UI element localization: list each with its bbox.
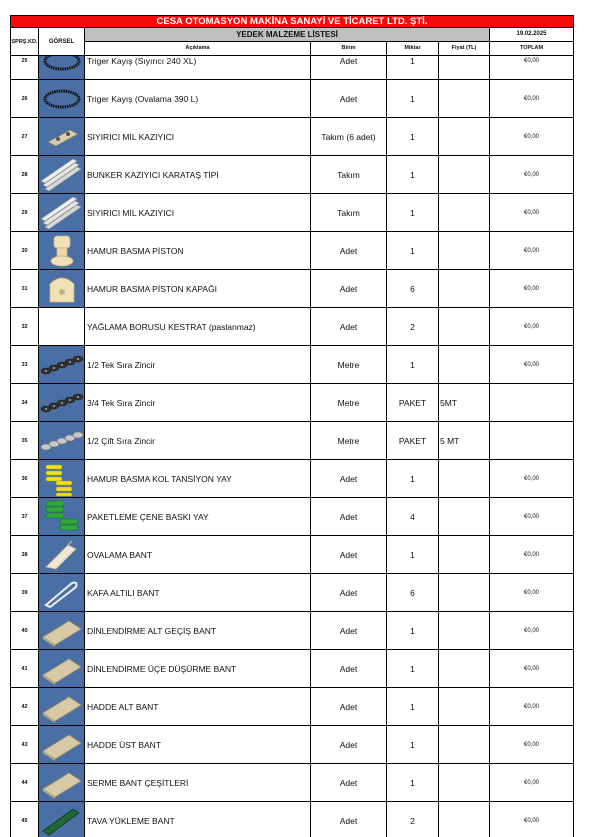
part-unit: Adet: [310, 308, 386, 346]
part-image: [38, 764, 84, 802]
part-description: Triger Kayış (Sıyırıcı 240 XL): [84, 42, 310, 80]
scraper-blades-icon: [41, 197, 83, 229]
part-total: €0,00: [489, 194, 574, 232]
part-total: €0,00: [489, 498, 574, 536]
table-row: [10, 498, 574, 536]
part-quantity: 1: [386, 688, 438, 726]
part-code: 26: [10, 80, 38, 118]
table-row: [10, 346, 574, 384]
column-header-unit: Birim: [310, 42, 386, 56]
table-row: [10, 574, 574, 612]
belt-strip-icon: [42, 577, 82, 609]
part-description: DİNLENDİRME ÜÇE DÜŞÜRME BANT: [84, 650, 310, 688]
part-quantity: 1: [386, 764, 438, 802]
part-price: [438, 80, 489, 118]
table-row: [10, 194, 574, 232]
part-unit: Adet: [310, 270, 386, 308]
table-row: [10, 802, 574, 837]
part-quantity: 1: [386, 80, 438, 118]
part-price: [438, 536, 489, 574]
part-total: €0,00: [489, 536, 574, 574]
part-total: €0,00: [489, 156, 574, 194]
part-price: 5MT: [438, 384, 489, 422]
part-quantity: 4: [386, 498, 438, 536]
part-total: €0,00: [489, 232, 574, 270]
chain-dark-icon: [40, 353, 84, 377]
part-quantity: PAKET: [386, 384, 438, 422]
part-price: [438, 802, 489, 837]
piston-icon: [44, 234, 80, 268]
part-quantity: 1: [386, 726, 438, 764]
part-image: [38, 232, 84, 270]
part-unit: Adet: [310, 726, 386, 764]
part-unit: Adet: [310, 688, 386, 726]
part-description: 3/4 Tek Sıra Zincir: [84, 384, 310, 422]
scraper-blades-icon: [41, 159, 83, 191]
part-description: SERME BANT ÇEŞİTLERİ: [84, 764, 310, 802]
part-image: [38, 270, 84, 308]
part-total: €0,00: [489, 80, 574, 118]
table-row: [10, 118, 574, 156]
part-quantity: 1: [386, 118, 438, 156]
part-unit: Adet: [310, 574, 386, 612]
part-quantity: 1: [386, 650, 438, 688]
part-price: [438, 688, 489, 726]
part-code: 34: [10, 384, 38, 422]
part-total: €0,00: [489, 346, 574, 384]
part-unit: Takım: [310, 194, 386, 232]
part-total: €0,00: [489, 650, 574, 688]
belt-sheet-icon: [41, 691, 83, 723]
part-description: HAMUR BASMA PİSTON KAPAĞI: [84, 270, 310, 308]
part-price: [438, 194, 489, 232]
part-unit: Takım: [310, 156, 386, 194]
chain-dark-icon: [40, 391, 84, 415]
chain-silver-icon: [40, 429, 84, 453]
part-code: 25: [10, 42, 38, 80]
part-unit: Adet: [310, 802, 386, 837]
part-price: [438, 270, 489, 308]
belt-green-icon: [41, 805, 83, 837]
table-row: [10, 536, 574, 574]
part-description: BUNKER KAZIYICI KARATAŞ TİPİ: [84, 156, 310, 194]
part-unit: Adet: [310, 80, 386, 118]
table-row: [10, 726, 574, 764]
table-row: [10, 232, 574, 270]
part-description: HADDE ÜST BANT: [84, 726, 310, 764]
part-price: [438, 612, 489, 650]
part-unit: Metre: [310, 346, 386, 384]
part-description: SIYIRICI MİL KAZIYICI: [84, 194, 310, 232]
part-code: 32: [10, 308, 38, 346]
part-description: HAMUR BASMA KOL TANSİYON YAY: [84, 460, 310, 498]
column-header-quantity: Miktar: [386, 42, 438, 56]
part-total: €0,00: [489, 460, 574, 498]
part-unit: Adet: [310, 650, 386, 688]
part-code: 42: [10, 688, 38, 726]
part-quantity: 6: [386, 574, 438, 612]
part-image: [38, 80, 84, 118]
part-total: [489, 384, 574, 422]
part-total: €0,00: [489, 308, 574, 346]
part-code: 38: [10, 536, 38, 574]
part-image: [38, 536, 84, 574]
part-description: HADDE ALT BANT: [84, 688, 310, 726]
belt-sheet-icon: [41, 767, 83, 799]
column-header-image: GÖRSEL: [38, 28, 84, 56]
part-unit: Takım (6 adet): [310, 118, 386, 156]
table-row: [10, 460, 574, 498]
part-quantity: 1: [386, 194, 438, 232]
part-image: [38, 308, 84, 346]
part-quantity: 1: [386, 156, 438, 194]
part-code: 35: [10, 422, 38, 460]
part-price: [438, 460, 489, 498]
part-code: 45: [10, 802, 38, 837]
part-image: [38, 688, 84, 726]
part-unit: Metre: [310, 384, 386, 422]
part-unit: Adet: [310, 764, 386, 802]
part-price: 5 MT: [438, 422, 489, 460]
table-row: [10, 80, 574, 118]
column-header-price: Fiyat (TL): [438, 42, 489, 56]
part-image: [38, 726, 84, 764]
part-quantity: 2: [386, 802, 438, 837]
part-quantity: 1: [386, 612, 438, 650]
part-quantity: 2: [386, 308, 438, 346]
part-image: [38, 194, 84, 232]
part-description: 1/2 Tek Sıra Zincir: [84, 346, 310, 384]
part-total: €0,00: [489, 688, 574, 726]
table-row: [10, 270, 574, 308]
part-code: 36: [10, 460, 38, 498]
table-row: [10, 308, 574, 346]
belt-sheet-icon: [41, 729, 83, 761]
part-quantity: 1: [386, 346, 438, 384]
part-description: TAVA YÜKLEME BANT: [84, 802, 310, 837]
part-total: €0,00: [489, 726, 574, 764]
conveyor-belt-icon: [42, 539, 82, 571]
part-code: 41: [10, 650, 38, 688]
part-total: €0,00: [489, 118, 574, 156]
part-quantity: PAKET: [386, 422, 438, 460]
part-code: 44: [10, 764, 38, 802]
table-row: [10, 422, 574, 460]
part-total: €0,00: [489, 574, 574, 612]
part-price: [438, 346, 489, 384]
part-image: [38, 118, 84, 156]
part-image: [38, 156, 84, 194]
part-image: [38, 422, 84, 460]
part-code: 43: [10, 726, 38, 764]
part-description: HAMUR BASMA PİSTON: [84, 232, 310, 270]
part-price: [438, 764, 489, 802]
part-description: SIYIRICI MİL KAZIYICI: [84, 118, 310, 156]
spring-green-icon: [42, 499, 82, 535]
part-total: €0,00: [489, 612, 574, 650]
table-row: [10, 688, 574, 726]
part-total: €0,00: [489, 764, 574, 802]
part-image: [38, 802, 84, 837]
part-code: 33: [10, 346, 38, 384]
part-price: [438, 308, 489, 346]
column-header-description: Açıklama: [84, 42, 310, 56]
part-unit: Adet: [310, 42, 386, 80]
scraper-block-icon: [42, 122, 82, 152]
part-total: €0,00: [489, 42, 574, 80]
part-price: [438, 726, 489, 764]
column-header-code: SPRŞ.KD.: [10, 28, 38, 56]
part-code: 39: [10, 574, 38, 612]
list-title: YEDEK MALZEME LİSTESİ: [84, 28, 489, 42]
column-header-total: TOPLAM: [489, 42, 574, 56]
table-row: [10, 384, 574, 422]
part-price: [438, 650, 489, 688]
part-description: 1/2 Çift Sıra Zincir: [84, 422, 310, 460]
part-total: €0,00: [489, 802, 574, 837]
part-total: €0,00: [489, 270, 574, 308]
part-price: [438, 574, 489, 612]
part-description: DİNLENDİRME ALT GEÇİŞ BANT: [84, 612, 310, 650]
part-quantity: 1: [386, 232, 438, 270]
part-code: 30: [10, 232, 38, 270]
part-code: 28: [10, 156, 38, 194]
part-image: [38, 498, 84, 536]
table-row: [10, 764, 574, 802]
part-unit: Metre: [310, 422, 386, 460]
part-price: [438, 118, 489, 156]
part-description: YAĞLAMA BORUSU KESTRAT (paslanmaz): [84, 308, 310, 346]
table-row: [10, 612, 574, 650]
spring-yellow-icon: [42, 461, 82, 497]
part-description: KAFA ALTILI BANT: [84, 574, 310, 612]
part-price: [438, 156, 489, 194]
part-image: [38, 384, 84, 422]
part-image: [38, 612, 84, 650]
table-row: [10, 650, 574, 688]
document-date: 19.02.2025: [489, 28, 574, 42]
part-code: 27: [10, 118, 38, 156]
company-title: CESA OTOMASYON MAKİNA SANAYİ VE TİCARET LTD. ŞTİ.: [10, 15, 574, 28]
part-image: [38, 650, 84, 688]
part-code: 31: [10, 270, 38, 308]
belt-sheet-icon: [41, 615, 83, 647]
part-code: 40: [10, 612, 38, 650]
part-description: PAKETLEME ÇENE BASKI YAY: [84, 498, 310, 536]
part-quantity: 1: [386, 536, 438, 574]
part-description: Triger Kayış (Ovalama 390 L): [84, 80, 310, 118]
part-price: [438, 498, 489, 536]
part-quantity: 6: [386, 270, 438, 308]
part-description: OVALAMA BANT: [84, 536, 310, 574]
part-price: [438, 232, 489, 270]
part-image: [38, 460, 84, 498]
part-code: 29: [10, 194, 38, 232]
part-unit: Adet: [310, 612, 386, 650]
part-unit: Adet: [310, 232, 386, 270]
part-quantity: 1: [386, 42, 438, 80]
part-quantity: 1: [386, 460, 438, 498]
table-row: [10, 156, 574, 194]
belt-loop-icon: [42, 85, 82, 113]
part-unit: Adet: [310, 498, 386, 536]
part-code: 37: [10, 498, 38, 536]
part-unit: Adet: [310, 536, 386, 574]
belt-sheet-icon: [41, 653, 83, 685]
part-unit: Adet: [310, 460, 386, 498]
part-image: [38, 346, 84, 384]
part-image: [38, 574, 84, 612]
part-total: [489, 422, 574, 460]
piston-cap-icon: [44, 272, 80, 306]
